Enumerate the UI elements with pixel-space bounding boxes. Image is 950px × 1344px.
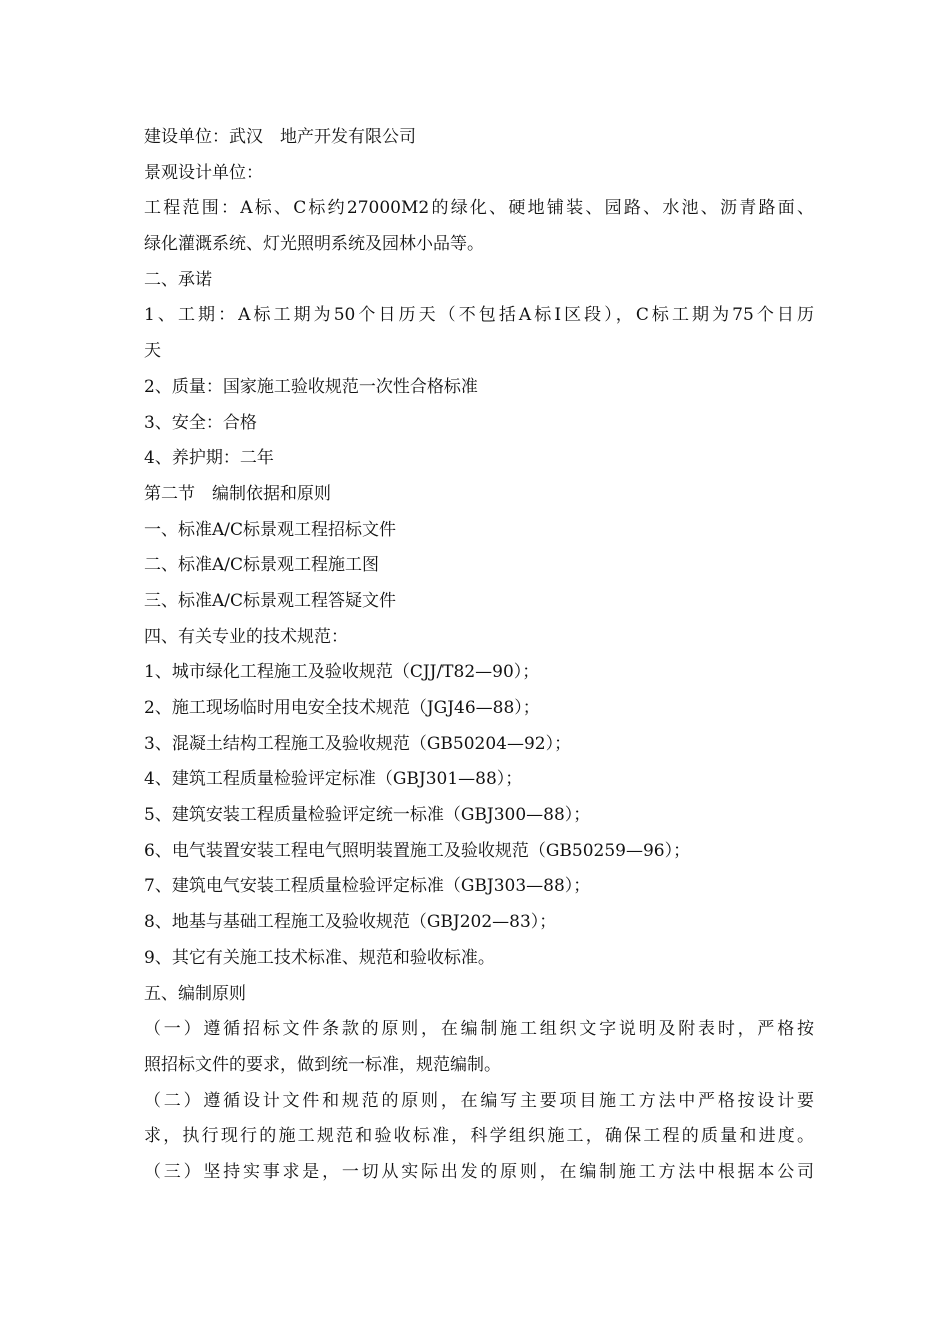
text-line: 5、建筑安装工程质量检验评定统一标准（GBJ300—88）；	[144, 805, 591, 826]
text-line: 3、混凝土结构工程施工及验收规范（GB50204—92）；	[144, 733, 572, 754]
document-body	[144, 120, 814, 1191]
text-line: （一）遵循招标文件条款的原则，在编制施工组织文字说明及附表时，严格按	[144, 1019, 814, 1040]
text-line: 五、编制原则	[144, 983, 246, 1004]
text-line: 绿化灌溉系统、灯光照明系统及园林小品等。	[144, 234, 484, 255]
text-line: 1、城市绿化工程施工及验收规范（CJJ/T82—90）；	[144, 662, 540, 683]
text-line: 9、其它有关施工技术标准、规范和验收标准。	[144, 947, 495, 968]
text-line: 4、养护期：二年	[144, 448, 274, 469]
text-line: （二）遵循设计文件和规范的原则，在编写主要项目施工方法中严格按设计要	[144, 1090, 814, 1111]
text-line: 求，执行现行的施工规范和验收标准，科学组织施工，确保工程的质量和进度。	[144, 1126, 814, 1147]
text-line: 第二节 编制依据和原则	[144, 483, 331, 504]
text-line: 1、工期：A标工期为50个日历天（不包括A标Ⅰ区段），C标工期为75个日历	[144, 305, 814, 326]
text-line: 景观设计单位：	[144, 162, 263, 183]
text-line: 照招标文件的要求，做到统一标准，规范编制。	[144, 1054, 501, 1075]
text-line: 8、地基与基础工程施工及验收规范（GBJ202—83）；	[144, 912, 557, 933]
text-line: 3、安全：合格	[144, 412, 257, 433]
text-line: 工程范围：A标、C标约27000M2的绿化、硬地铺装、园路、水池、沥青路面、	[144, 198, 814, 219]
text-line: 四、有关专业的技术规范：	[144, 626, 348, 647]
text-line: （三）坚持实事求是，一切从实际出发的原则，在编制施工方法中根据本公司	[144, 1161, 814, 1182]
text-line: 7、建筑电气安装工程质量检验评定标准（GBJ303—88）；	[144, 876, 591, 897]
text-line: 2、质量：国家施工验收规范一次性合格标准	[144, 376, 478, 397]
text-line: 一、标准A/C标景观工程招标文件	[144, 519, 397, 540]
text-line: 4、建筑工程质量检验评定标准（GBJ301—88）；	[144, 769, 523, 790]
text-line: 三、标准A/C标景观工程答疑文件	[144, 590, 397, 611]
text-line: 二、标准A/C标景观工程施工图	[144, 555, 380, 576]
text-line: 天	[144, 341, 161, 362]
text-line: 建设单位：武汉 地产开发有限公司	[144, 127, 416, 147]
text-line: 6、电气装置安装工程电气照明装置施工及验收规范（GB50259—96）；	[144, 840, 691, 861]
text-line: 二、承诺	[144, 269, 212, 290]
text-line: 2、施工现场临时用电安全技术规范（JGJ46—88）；	[144, 698, 540, 718]
